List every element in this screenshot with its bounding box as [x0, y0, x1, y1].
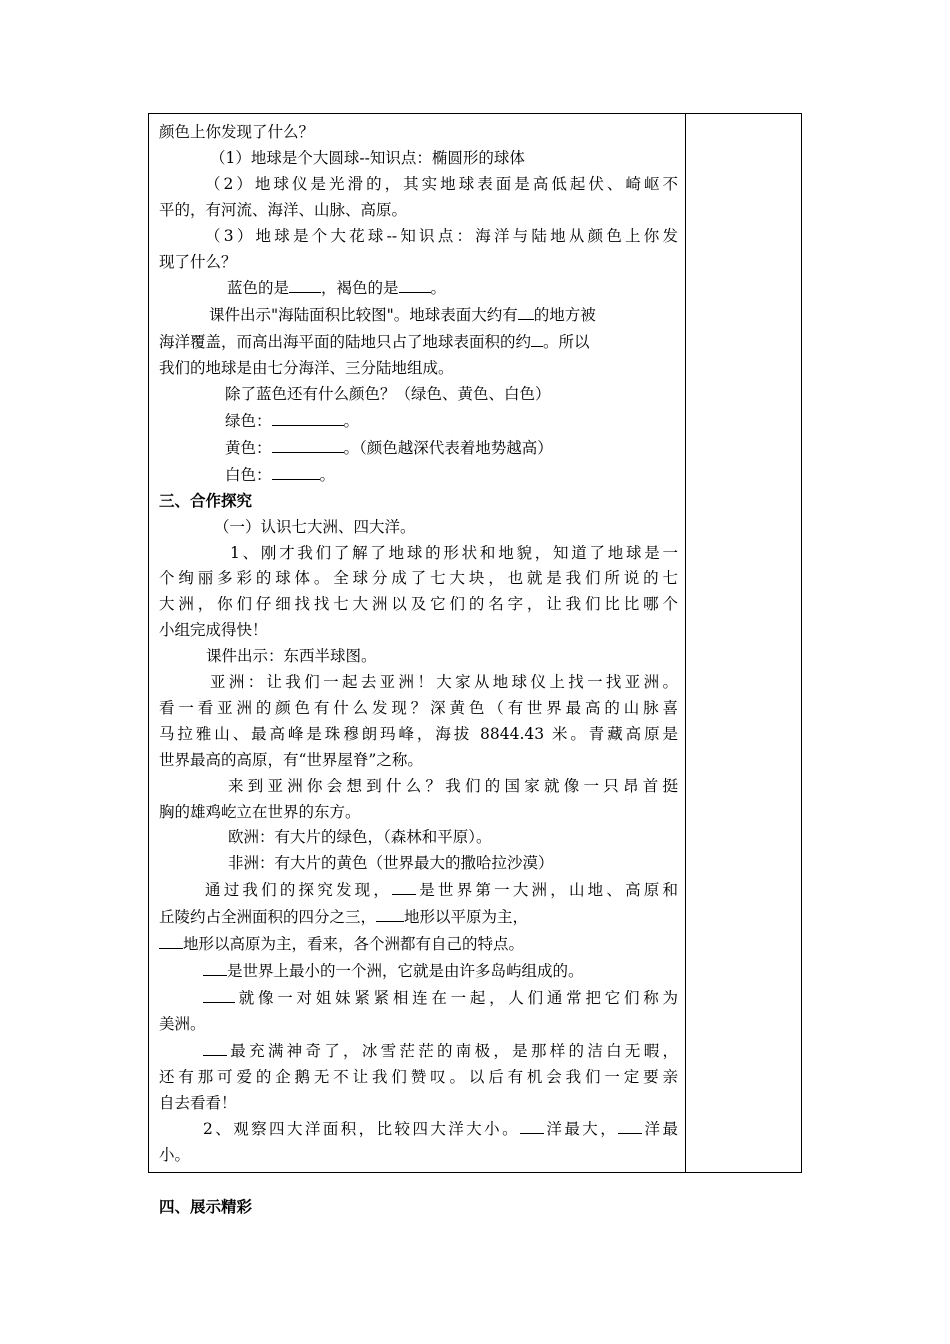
text-line — [159, 958, 678, 985]
fill-blank[interactable] — [392, 877, 416, 895]
text-line: 美洲。 — [159, 1014, 206, 1033]
text-line: 1、刚才我们了解了地球的形状和地貌，知道了地球是一 — [230, 543, 678, 562]
text-span: 洋最 — [642, 1120, 678, 1139]
text-line: 颜色上你发现了什么？ — [159, 123, 315, 141]
text-line — [159, 931, 678, 958]
text-span: ，褐色的是 — [321, 279, 399, 298]
text-span: 海洋覆盖，而高出海平面的陆地只占了地球表面积的约 — [159, 333, 532, 352]
text-span: 蓝色的是 — [227, 279, 290, 298]
text-span: 的地方被 — [533, 306, 596, 325]
text-line: 欧洲：有大片的绿色，（森林和平原）。 — [228, 828, 492, 847]
section-heading: 四、展示精彩 — [159, 1198, 253, 1217]
text-line — [159, 1038, 678, 1065]
fill-blank[interactable] — [618, 1116, 642, 1134]
fill-blank[interactable] — [272, 462, 320, 480]
text-span: 。 — [343, 411, 360, 430]
column-divider — [685, 114, 686, 1172]
text-span: 。所以 — [543, 333, 590, 352]
text-line — [159, 435, 678, 462]
text-span: 。 — [319, 465, 336, 484]
text-span: 洋最大， — [544, 1120, 619, 1139]
lesson-table — [148, 113, 802, 1217]
fill-blank[interactable] — [203, 985, 235, 1003]
text-line: 平的，有河流、海洋、山脉、高原。 — [159, 200, 408, 219]
text-span: 最充满神奇了，冰雪茫茫的南极，是那样的洁白无暇， — [227, 1041, 678, 1060]
text-line — [159, 1116, 678, 1143]
fill-blank[interactable] — [203, 1038, 227, 1056]
text-line — [159, 329, 678, 356]
text-span: 地形以平原为主， — [404, 908, 529, 927]
text-line: 小。 — [159, 1146, 191, 1165]
text-line: 来到亚洲你会想到什么？我们的国家就像一只昂首挺 — [228, 776, 678, 795]
text-line: 课件出示：东西半球图。 — [206, 647, 377, 666]
text-line: 大洲，你们仔细找找七大洲以及它们的名字，让我们比比哪个 — [159, 595, 678, 614]
text-line: 非洲：有大片的黄色（世界最大的撒哈拉沙漠） — [228, 854, 554, 873]
text-line: 除了蓝色还有什么颜色？（绿色、黄色、白色） — [225, 385, 551, 404]
text-line — [159, 1169, 678, 1195]
fill-blank[interactable] — [289, 275, 321, 293]
text-line: 胸的雄鸡屹立在世界的东方。 — [159, 802, 361, 821]
text-span: 2、观察四大洋面积，比较四大洋大小。 — [203, 1120, 520, 1139]
text-span: 绿色： — [225, 411, 272, 430]
text-span: 就像一对姐妹紧紧相连在一起，人们通常把它们称为 — [235, 988, 678, 1007]
text-line: 看一看亚洲的颜色有什么发现？深黄色（有世界最高的山脉喜 — [159, 698, 678, 717]
text-span: 黄色： — [225, 438, 272, 457]
text-span: 白色： — [225, 465, 272, 484]
text-span: 。（颜色越深代表着地势越高） — [343, 438, 553, 457]
text-line: 我们的地球是由七分海洋、三分陆地组成。 — [159, 359, 454, 378]
text-span: 课件出示"海陆面积比较图"。地球表面大约有 — [209, 306, 518, 325]
text-line: （3）地球是个大花球--知识点：海洋与陆地从颜色上你发 — [205, 226, 678, 245]
lesson-content — [159, 120, 678, 1221]
fill-blank[interactable] — [518, 302, 534, 320]
text-line — [159, 275, 678, 302]
text-line: （一）认识七大洲、四大洋。 — [214, 517, 416, 536]
text-line — [159, 408, 678, 435]
fill-blank[interactable] — [399, 275, 431, 293]
text-span: 是世界第一大洲，山地、高原和 — [416, 881, 678, 900]
text-span: 地形以高原为主，看来，各个洲都有自己的特点。 — [183, 935, 525, 954]
text-span: 通过我们的探究发现， — [205, 881, 393, 900]
text-line — [159, 985, 678, 1012]
text-line: 自去看看！ — [159, 1093, 237, 1112]
text-line — [159, 904, 678, 931]
text-line — [159, 877, 678, 904]
text-line — [159, 462, 678, 489]
text-line: 马拉雅山、最高峰是珠穆朗玛峰，海拔 8844.43 米。青藏高原是 — [159, 724, 678, 743]
text-span: 丘陵约占全洲面积的四分之三， — [159, 908, 377, 927]
text-line — [159, 302, 678, 329]
text-line: 亚洲：让我们一起去亚洲！大家从地球仪上找一找亚洲。 — [210, 673, 678, 692]
text-line: 现了什么？ — [159, 252, 237, 271]
text-line: 还有那可爱的企鹅无不让我们赞叹。以后有机会我们一定要亲 — [159, 1067, 678, 1086]
fill-blank[interactable] — [203, 958, 227, 976]
section-heading: 三、合作探究 — [159, 491, 253, 510]
fill-blank[interactable] — [159, 931, 183, 949]
text-line: （2）地球仪是光滑的，其实地球表面是高低起伏、崎岖不 — [205, 174, 678, 193]
fill-blank[interactable] — [376, 904, 404, 922]
fill-blank[interactable] — [531, 329, 543, 347]
fill-blank[interactable] — [272, 435, 344, 453]
fill-blank[interactable] — [520, 1116, 544, 1134]
fill-blank[interactable] — [272, 408, 344, 426]
text-line: 世界最高的高原，有“世界屋脊”之称。 — [159, 750, 423, 769]
text-line: 小组完成得快！ — [159, 621, 268, 640]
text-line: 个绚丽多彩的球体。全球分成了七大块，也就是我们所说的七 — [159, 569, 678, 588]
text-line: （1）地球是个大圆球--知识点：椭圆形的球体 — [210, 148, 525, 167]
text-span: 。 — [430, 279, 447, 298]
text-span: 是世界上最小的一个洲，它就是由许多岛屿组成的。 — [227, 962, 584, 980]
